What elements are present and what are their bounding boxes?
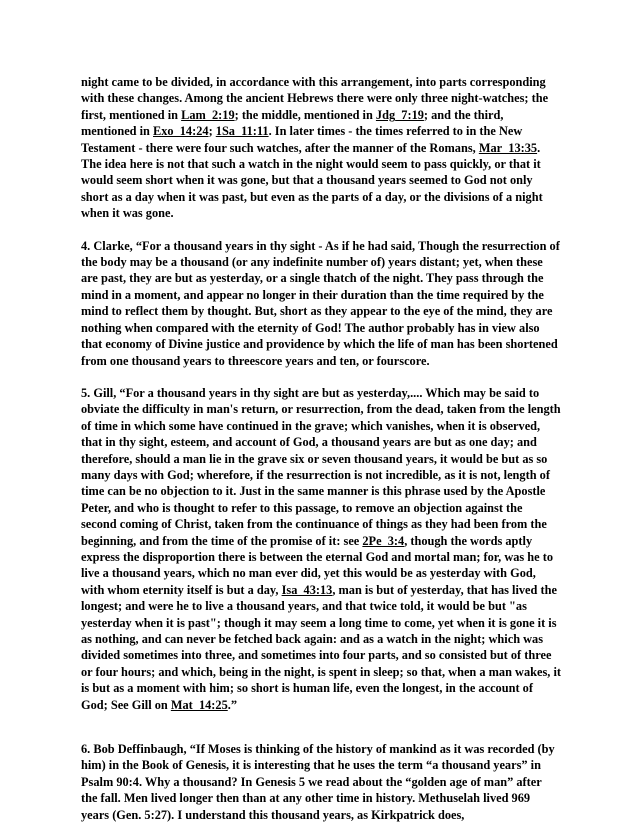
scripture-reference-link[interactable]: Mat_14:25: [170, 697, 228, 712]
paragraph-night-watches: [81, 74, 561, 222]
paragraph-text: .”: [227, 697, 238, 712]
paragraph-clarke: [81, 238, 561, 369]
paragraph-gap: [81, 369, 561, 385]
paragraph-text: 4. Clarke, “For a thousand years in thy sight - As if he had said, Though the resurrection of the body may be a thousand (or any indefinite number of) years distant; yet, when these are past, they are but as yesterday, or a single thatch of the night. They pass through the mind in a moment, and appear no longer in their duration than the time required by the mind to reflect them by thought. But, short as they appear to the eye of the mind, they are nothing when compared with the eternity of God! The author probably has in view also that economy of Divine justice and providence by which the life of man has been shortened from one thousand years to threescore years and ten, or fourscore.: [81, 238, 560, 368]
paragraph-text: ; the middle, mentioned in: [234, 107, 376, 122]
document-page: [81, 74, 561, 823]
paragraph-deffinbaugh: [81, 741, 561, 823]
paragraph-text: 6. Bob Deffinbaugh, “If Moses is thinking of the history of mankind as it was recorded (by him) in the Book of Genesis, it is interesting that he uses the term “a thousand years” in Psalm 90:4. Why a thousand? In Genesis 5 we read about the “golden age of man” after the fall. Men lived longer then than at any other time in history. Methuselah lived 969 years (Gen. 5:27). I understand this thousand years, as Kirkpatrick does,: [81, 742, 555, 822]
paragraph-text: 5. Gill, “For a thousand years in thy sight are but as yesterday,.... Which may be said to obviate the difficulty in man's return, or resurrection, from the dead, taken from the length of time in which some have continued in the grave; which vanishes, when it is observed, that in thy sight, esteem, and account of God, a thousand years are but as one day; and therefore, should a man lie in the grave six or seven thousand years, it would be but as so many days with God; wherefore, if the resurrection is not incredible, as it is not, length of time can be no objection to it. Just in the same manner is this phrase used by the Apostle Peter, and who is thought to refer to this passage, to remove an objection against the second coming of Christ, taken from the continuance of things as they had been from the beginning, and from the time of the promise of it: see: [81, 385, 561, 548]
paragraph-text: , man is but of yesterday, that has lived the longest; and were he to live a thousand years, and that twice told, it would be but "as yesterday when it is past"; though it may seem a long time to come, yet when it is gone it is as nothing, and can never be fetched back again: and as a watch in the night; which was divided sometimes into three, and sometimes into four parts, and so consisted but of three or four hours; and which, being in the night, is spent in sleep; so that, when a man wakes, it is but as a moment with him; so short is human life, even the longest, in the account of God; See Gill on: [81, 582, 561, 712]
scripture-reference-link[interactable]: 2Pe_3:4: [362, 533, 405, 548]
paragraph-text: ;: [208, 124, 216, 139]
scripture-reference-link[interactable]: Isa_43:13: [281, 582, 333, 597]
scripture-reference-link[interactable]: Jdg_7:19: [375, 107, 424, 122]
paragraph-gill: [81, 385, 561, 713]
paragraph-gap: [81, 222, 561, 238]
paragraph-text: ; and the third, mentioned in: [81, 107, 504, 139]
scripture-reference-link[interactable]: Lam_2:19: [181, 107, 235, 122]
paragraph-text: night came to be divided, in accordance with this arrangement, into parts corresponding with these changes. Among the ancient Hebrews there were only three night-watches; the first, mentioned in: [81, 75, 549, 122]
scripture-reference-link[interactable]: Mar_13:35: [478, 140, 538, 155]
paragraph-text: . The idea here is not that such a watch in the night would seem to pass quickly, or that it would seem short when it was gone, but that a thousand years seemed to God not only short as a day when it was past, but even as the parts of a day, or the divisions of a night when it was gone.: [81, 140, 543, 221]
paragraph-gap: [81, 713, 561, 741]
paragraph-text: . In later times - the times referred to in the New Testament - there were four such watches, after the manner of the Romans,: [81, 124, 523, 155]
paragraph-text: , though the words aptly express the disproportion there is between the eternal God and mortal man; for, was he to live a thousand years, which no man ever did, yet this would be as yesterday with God, with whom eternity itself is but a day,: [81, 533, 554, 597]
scripture-reference-link[interactable]: 1Sa_11:11: [215, 124, 269, 139]
scripture-reference-link[interactable]: Exo_14:24: [153, 124, 209, 139]
